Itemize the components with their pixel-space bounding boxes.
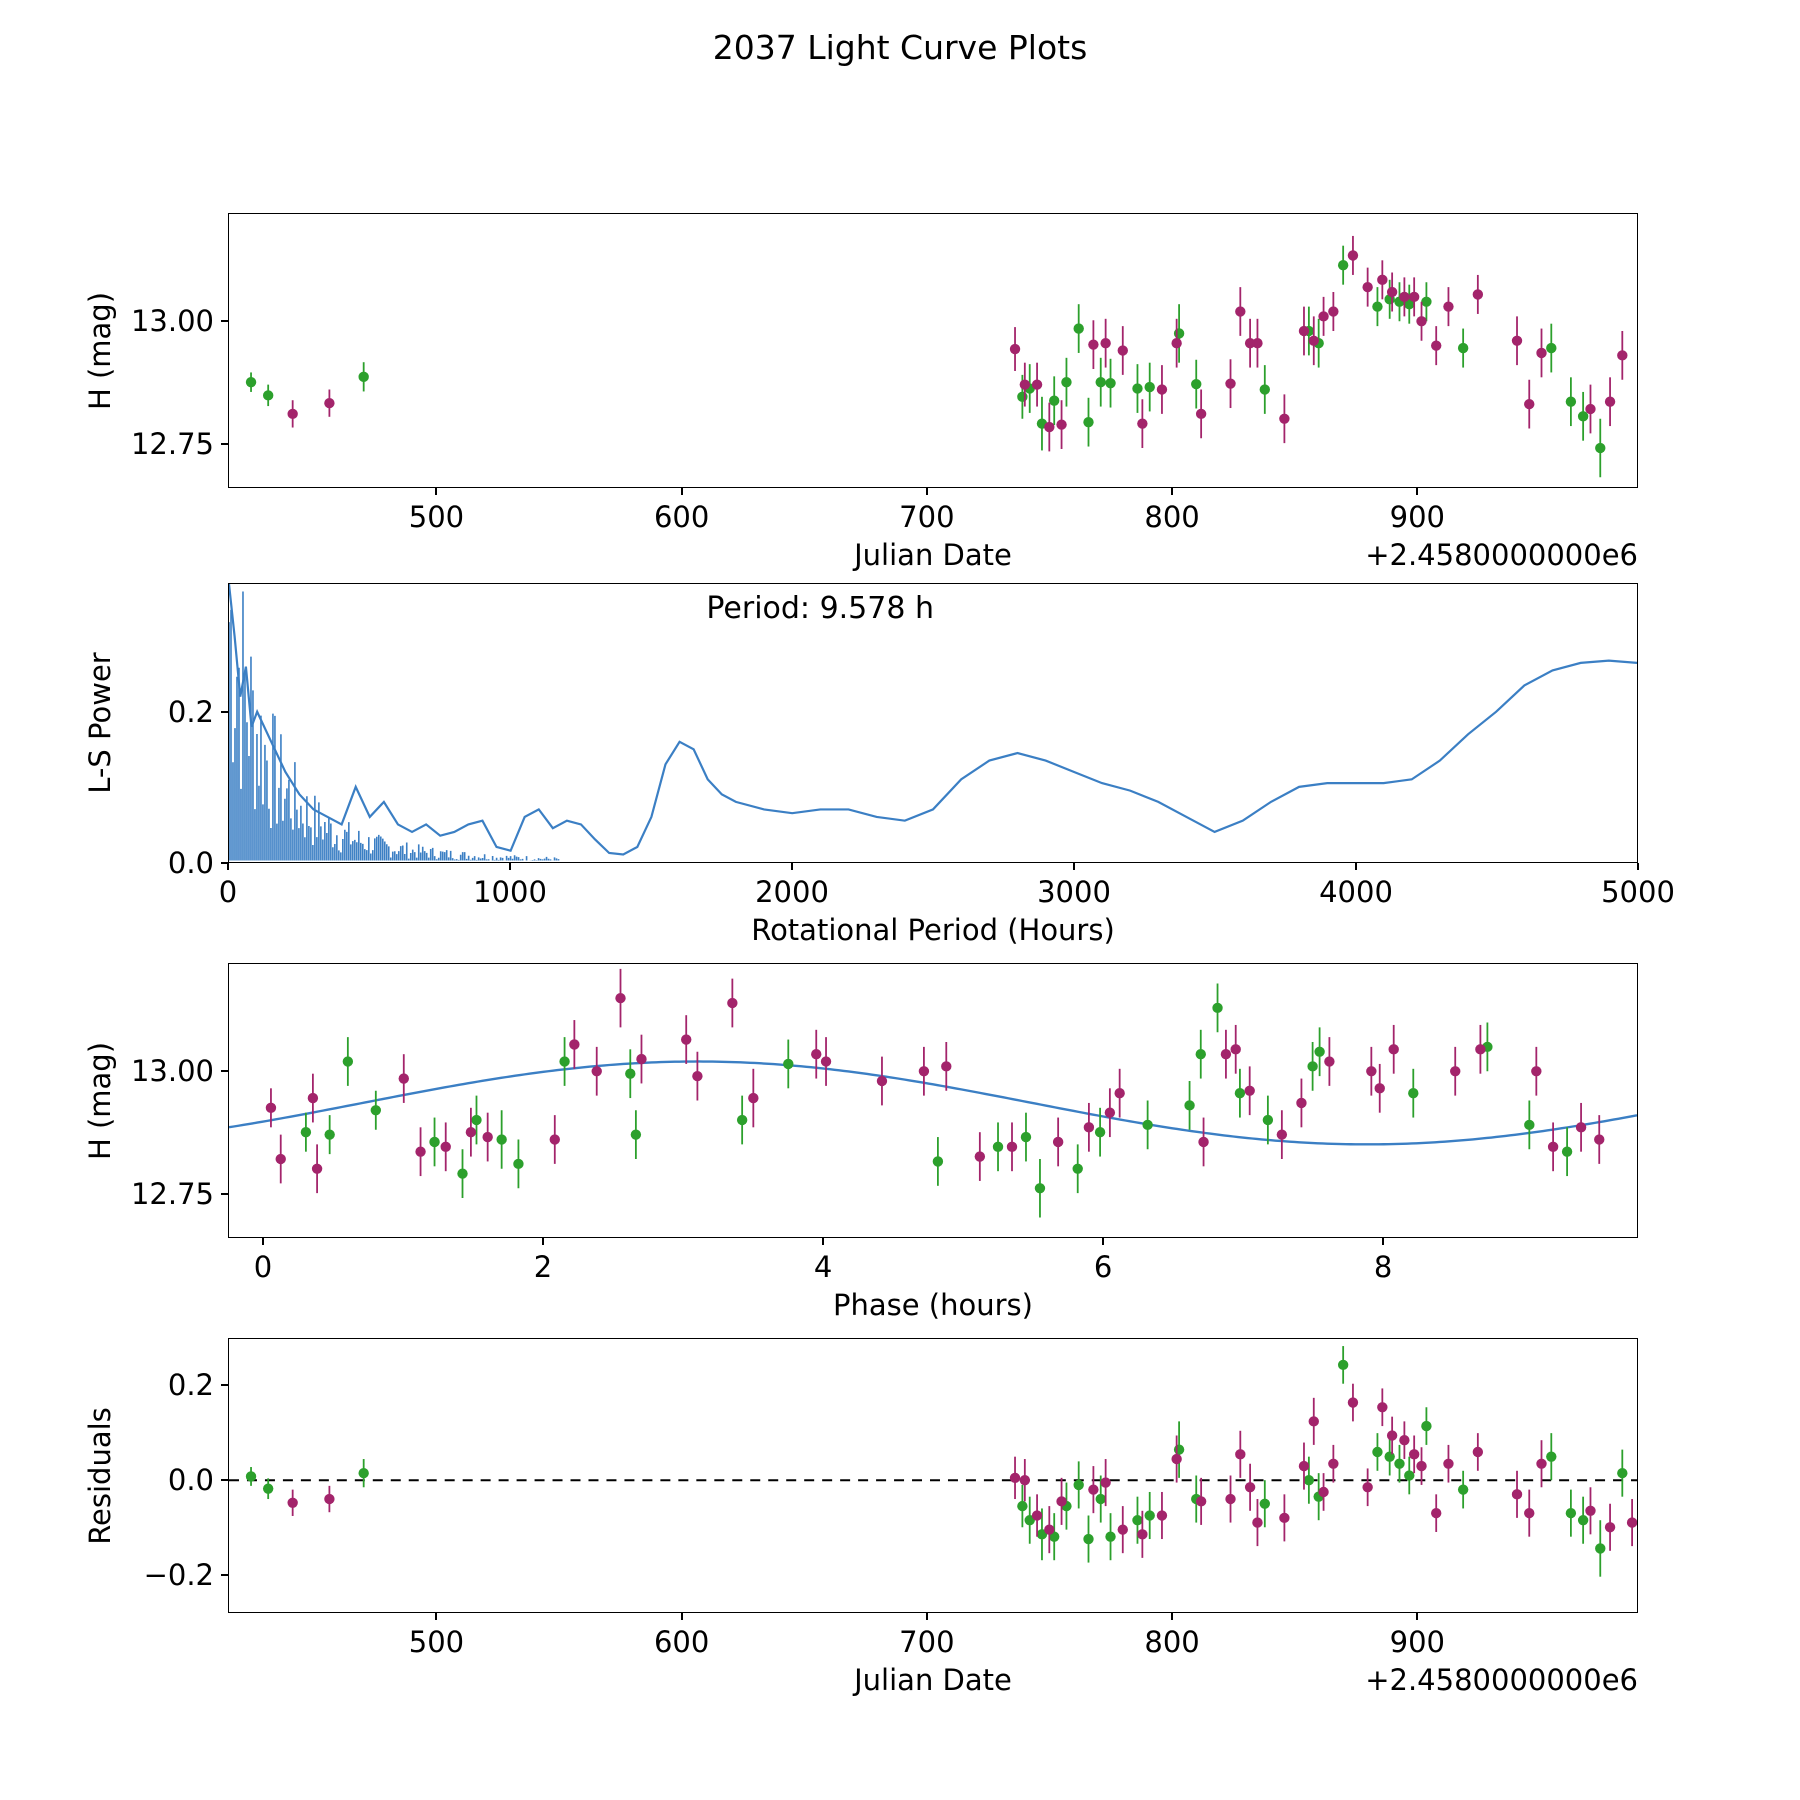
data-point [1260,1499,1270,1509]
data-point [1096,377,1106,387]
data-point [415,1147,425,1157]
data-point [1384,1452,1394,1462]
y-axis-label-periodogram: L-S Power [83,652,117,794]
data-point [550,1134,560,1144]
data-point [1212,1003,1222,1013]
data-point [1348,1397,1358,1407]
data-point [1562,1147,1572,1157]
data-point [975,1151,985,1161]
x-tick-label: 700 [899,1625,955,1659]
data-point [1324,1056,1334,1066]
chart-phasefold [228,963,1638,1238]
y-tick-label: 0.0 [167,1463,214,1498]
x-tick-label: 900 [1389,500,1445,534]
data-point [1409,1449,1419,1459]
y-axis-label-residuals: Residuals [83,1406,117,1545]
data-point [1056,1496,1066,1506]
data-point [1118,345,1128,355]
x-tick-label: 500 [408,1625,465,1659]
data-point [1044,1524,1054,1534]
tick-mark [221,711,228,713]
x-tick-label: 1000 [473,875,547,909]
data-point [1083,417,1093,427]
data-point [1595,443,1605,453]
data-point [496,1134,506,1144]
data-point [1524,1508,1534,1518]
data-point [1184,1100,1194,1110]
data-point [625,1069,635,1079]
data-point [482,1132,492,1142]
data-point [441,1142,451,1152]
data-point [1196,1496,1206,1506]
data-point [1196,409,1206,419]
data-point [1473,1447,1483,1457]
data-point [919,1066,929,1076]
data-point [1431,1508,1441,1518]
data-point [681,1034,691,1044]
data-point [399,1073,409,1083]
data-point [1174,328,1184,338]
x-tick-label: 600 [653,1625,710,1659]
data-point [1431,340,1441,350]
data-point [308,1093,318,1103]
data-point [636,1054,646,1064]
data-point [1375,1083,1385,1093]
data-point [941,1061,951,1071]
axes-frame-residuals [228,1338,1638,1613]
data-point [1399,1435,1409,1445]
data-point [1443,301,1453,311]
page-title: 2037 Light Curve Plots [712,28,1088,67]
data-point [1174,1444,1184,1454]
data-point [631,1129,641,1139]
data-point [1157,384,1167,394]
chart-lightcurve [228,213,1638,488]
data-point [343,1056,353,1066]
data-point [287,409,297,419]
data-point [1279,1513,1289,1523]
data-point [1132,1515,1142,1525]
data-point [1524,1120,1534,1130]
data-point [877,1076,887,1086]
data-point [1105,1532,1115,1542]
chart-residuals [228,1338,1638,1613]
data-point [312,1164,322,1174]
data-point [1536,348,1546,358]
data-point [1328,306,1338,316]
data-point [1576,1122,1586,1132]
tick-mark [221,443,228,445]
data-point [1458,343,1468,353]
data-point [1377,1402,1387,1412]
x-tick-label: 0 [218,875,238,909]
tick-mark [1073,863,1075,870]
tick-mark [509,863,511,870]
data-point [1074,323,1084,333]
data-point [1585,404,1595,414]
x-tick-label: 2000 [755,875,829,909]
data-point [1328,1459,1338,1469]
data-point [371,1105,381,1115]
data-point [457,1168,467,1178]
data-point [1171,338,1181,348]
data-point [615,993,625,1003]
data-point [1245,1086,1255,1096]
data-point [1318,1487,1328,1497]
tick-mark [262,1238,264,1245]
x-tick-label: 4000 [1319,875,1393,909]
data-point [1056,419,1066,429]
data-point [1021,1132,1031,1142]
tick-mark [822,1238,824,1245]
data-point [1263,1115,1273,1125]
data-point [1372,1447,1382,1457]
data-point [1304,1475,1314,1485]
x-tick-label: 3000 [1037,875,1111,909]
data-point [246,377,256,387]
data-point [1458,1484,1468,1494]
tick-mark [227,863,229,870]
data-point [1566,397,1576,407]
data-point [1061,377,1071,387]
data-point [1277,1129,1287,1139]
data-point [821,1056,831,1066]
data-point [266,1103,276,1113]
x-tick-label: 6 [1093,1250,1113,1284]
data-point [1531,1066,1541,1076]
data-point [1095,1127,1105,1137]
data-point [1421,1421,1431,1431]
x-axis-label-periodogram: Rotational Period (Hours) [751,913,1115,947]
y-tick-label: 12.75 [130,1176,214,1211]
data-point [1049,396,1059,406]
data-point [513,1159,523,1169]
data-point [1020,379,1030,389]
tick-mark [926,1613,928,1620]
data-point [1084,1122,1094,1132]
data-point [1053,1137,1063,1147]
data-point [324,1129,334,1139]
data-point [1010,1473,1020,1483]
data-point [1377,275,1387,285]
data-point [263,390,273,400]
data-point [933,1156,943,1166]
data-point [1307,1061,1317,1071]
data-point [1191,379,1201,389]
tick-mark [542,1238,544,1245]
data-point [1443,1459,1453,1469]
tick-mark [1102,1238,1104,1245]
data-point [1235,1088,1245,1098]
data-point [1617,1468,1627,1478]
data-point [1318,311,1328,321]
data-point [1314,1047,1324,1057]
data-point [1221,1049,1231,1059]
data-point [1235,306,1245,316]
data-point [429,1137,439,1147]
data-point [1338,260,1348,270]
sinusoidal-fit-curve [229,1061,1637,1144]
y-tick-label: 0.0 [167,846,214,880]
data-point [1309,336,1319,346]
data-point [1114,1088,1124,1098]
x-axis-offset-residuals: +2.4580000000e6 [1365,1663,1638,1697]
tick-mark [1171,488,1173,495]
data-point [1408,1088,1418,1098]
data-point [1605,1522,1615,1532]
data-point [1142,1120,1152,1130]
x-tick-label: 500 [408,500,465,534]
data-point [1171,1454,1181,1464]
x-axis-offset-lightcurve: +2.4580000000e6 [1365,538,1638,572]
data-point [1196,1049,1206,1059]
data-point [246,1471,256,1481]
x-tick-label: 900 [1389,1625,1445,1659]
data-point [1362,282,1372,292]
tick-mark [681,1613,683,1620]
y-tick-label: 0.2 [167,694,214,729]
data-point [1235,1449,1245,1459]
x-tick-label: 700 [899,500,955,534]
plot-area-phasefold [229,964,1637,1237]
data-point [1512,1489,1522,1499]
data-point [1100,1477,1110,1487]
data-point [471,1115,481,1125]
data-point [1105,1108,1115,1118]
data-point [1252,1517,1262,1527]
tick-mark [221,862,228,864]
data-point [466,1127,476,1137]
axes-frame-lightcurve [228,213,1638,488]
data-point [1578,1515,1588,1525]
data-point [569,1039,579,1049]
y-tick-label: 12.75 [130,426,214,461]
data-point [301,1127,311,1137]
data-point [263,1484,273,1494]
y-axis-label-lightcurve: H (mag) [83,291,117,410]
tick-mark [926,488,928,495]
data-point [1409,292,1419,302]
data-point [1399,292,1409,302]
data-point [1299,1461,1309,1471]
data-point [1362,1482,1372,1492]
data-point [1157,1510,1167,1520]
data-point [1083,1534,1093,1544]
data-point [1566,1508,1576,1518]
data-point [727,998,737,1008]
data-point [783,1059,793,1069]
data-point [1450,1066,1460,1076]
data-point [1145,382,1155,392]
tick-mark [221,1384,228,1386]
tick-mark [221,1193,228,1195]
data-point [1473,289,1483,299]
period-annotation: Period: 9.578 h [706,591,934,626]
data-point [1245,1482,1255,1492]
data-point [1100,338,1110,348]
data-point [1548,1142,1558,1152]
data-point [1475,1044,1485,1054]
data-point [1348,250,1358,260]
data-point [692,1071,702,1081]
data-point [1416,1461,1426,1471]
data-point [1536,1459,1546,1469]
y-tick-label: 13.00 [130,304,214,339]
tick-mark [791,863,793,870]
data-point [1137,418,1147,428]
data-point [1145,1510,1155,1520]
data-point [737,1115,747,1125]
x-tick-label: 5000 [1601,875,1675,909]
data-point [1309,1416,1319,1426]
tick-mark [221,1574,228,1576]
data-point [1032,1510,1042,1520]
data-point [1225,378,1235,388]
data-point [1032,379,1042,389]
tick-mark [221,320,228,322]
data-point [1132,383,1142,393]
data-point [1118,1524,1128,1534]
data-point [1387,1430,1397,1440]
data-point [1394,1459,1404,1469]
data-point [1594,1134,1604,1144]
data-point [287,1498,297,1508]
data-point [324,1494,334,1504]
tick-mark [1382,1238,1384,1245]
data-point [1605,397,1615,407]
x-tick-label: 2 [533,1250,553,1284]
data-point [592,1066,602,1076]
data-point [1627,1517,1637,1527]
tick-mark [221,1479,228,1481]
data-point [1044,422,1054,432]
data-point [1279,414,1289,424]
data-point [1074,1480,1084,1490]
data-point [358,372,368,382]
y-tick-label: 0.2 [167,1368,214,1403]
data-point [358,1468,368,1478]
data-point [1020,1475,1030,1485]
data-point [1299,326,1309,336]
data-point [1421,297,1431,307]
data-point [1198,1137,1208,1147]
data-point [1252,338,1262,348]
data-point [748,1093,758,1103]
data-point [1546,343,1556,353]
tick-mark [1416,488,1418,495]
tick-mark [435,1613,437,1620]
x-tick-label: 800 [1144,500,1200,534]
data-point [1387,287,1397,297]
y-tick-label: −0.2 [143,1558,214,1593]
x-tick-label: 800 [1144,1625,1200,1659]
data-point [1366,1066,1376,1076]
data-point [1585,1506,1595,1516]
plot-area-residuals [229,1339,1637,1612]
data-point [1231,1044,1241,1054]
data-point [811,1049,821,1059]
data-point [1404,1470,1414,1480]
tick-mark [1637,863,1639,870]
data-point [1035,1183,1045,1193]
data-point [1372,301,1382,311]
x-tick-label: 600 [653,500,710,534]
data-point [324,398,334,408]
data-point [1578,411,1588,421]
x-axis-label-lightcurve: Julian Date [854,538,1012,572]
data-point [1260,384,1270,394]
data-point [559,1056,569,1066]
data-point [1512,336,1522,346]
y-axis-label-phasefold: H (mag) [83,1041,117,1160]
data-point [1546,1452,1556,1462]
x-tick-label: 8 [1373,1250,1393,1284]
tick-mark [1355,863,1357,870]
data-point [276,1154,286,1164]
data-point [1010,344,1020,354]
data-point [1096,1494,1106,1504]
data-point [1137,1529,1147,1539]
data-point [1105,378,1115,388]
data-point [1088,1484,1098,1494]
tick-mark [1416,1613,1418,1620]
data-point [1088,339,1098,349]
tick-mark [1171,1613,1173,1620]
data-point [1524,399,1534,409]
y-tick-label: 13.00 [130,1054,214,1089]
data-point [1617,350,1627,360]
axes-frame-phasefold [228,963,1638,1238]
data-point [1389,1044,1399,1054]
data-point [1595,1543,1605,1553]
tick-mark [435,488,437,495]
data-point [1007,1142,1017,1152]
data-point [1225,1494,1235,1504]
x-axis-label-residuals: Julian Date [854,1663,1012,1697]
data-point [1296,1098,1306,1108]
data-point [1338,1360,1348,1370]
data-point [993,1142,1003,1152]
data-point [1017,1501,1027,1511]
data-point [1416,316,1426,326]
periodogram-spikes [229,591,559,860]
tick-mark [681,488,683,495]
x-axis-label-phasefold: Phase (hours) [833,1288,1033,1322]
x-tick-label: 0 [253,1250,273,1284]
plot-area-lightcurve [229,214,1637,487]
data-point [1073,1164,1083,1174]
data-point [1017,392,1027,402]
x-tick-label: 4 [813,1250,833,1284]
tick-mark [221,1070,228,1072]
